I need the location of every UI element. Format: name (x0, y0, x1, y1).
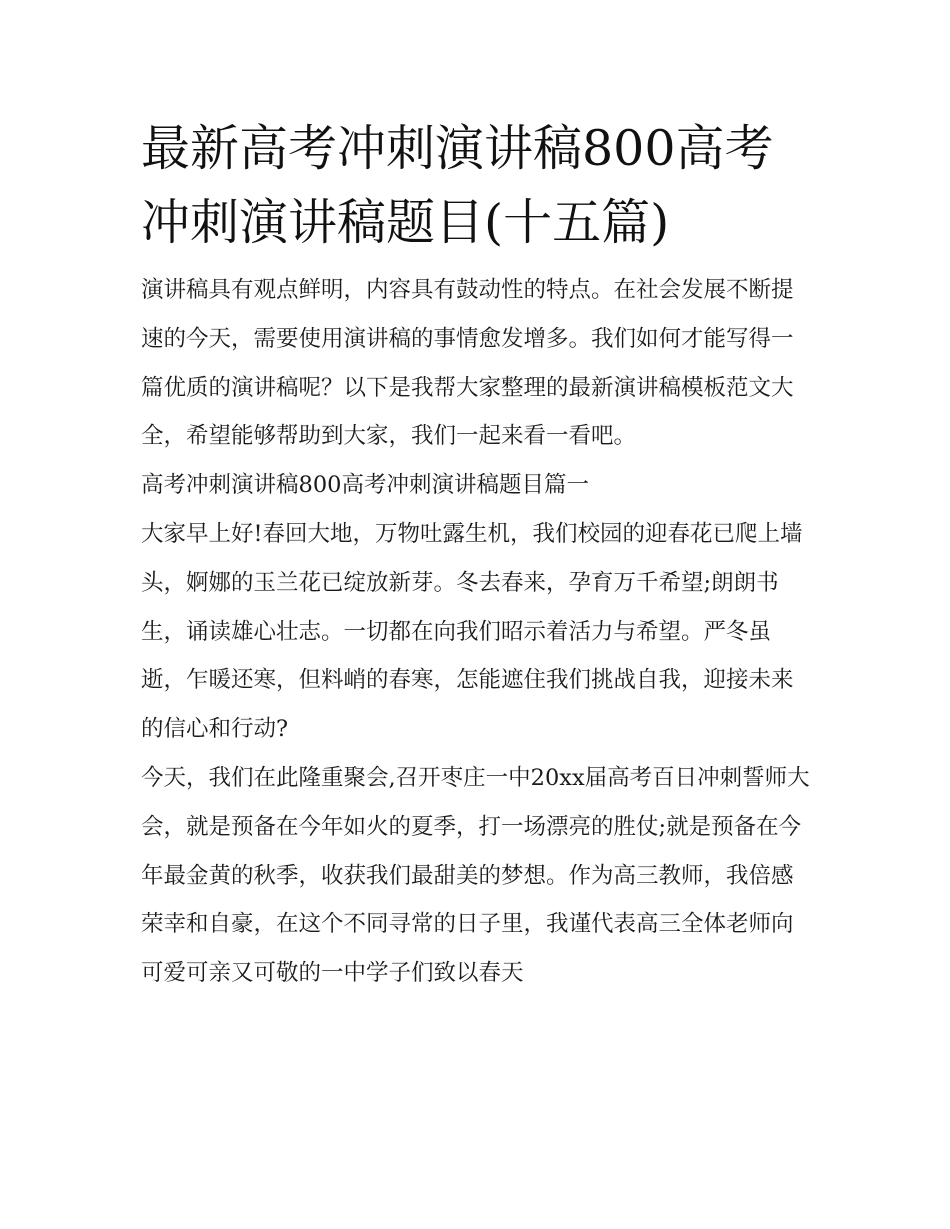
intro-paragraph: 演讲稿具有观点鲜明，内容具有鼓动性的特点。在社会发展不断提速的今天，需要使用演讲稿的事情愈发增多。我们如何才能写得一篇优质的演讲稿呢？以下是我帮大家整理的最新演讲稿模板范文大全，希望能够帮助到大家，我们一起来看一看吧。 (141, 277, 794, 450)
body-paragraph: 大家早上好!春回大地，万物吐露生机，我们校园的迎春花已爬上墙头，婀娜的玉兰花已绽放新芽。冬去春来，孕育万千希望;朗朗书生，诵读雄心壮志。一切都在向我们昭示着活力与希望。严冬虽逝，乍暖还寒，但料峭的春寒，怎能遮住我们挑战自我，迎接未来的信心和行动? (141, 520, 803, 743)
document-title: 最新高考冲刺演讲稿800高考冲刺演讲稿题目(十五篇) (141, 120, 774, 251)
section-heading: 高考冲刺演讲稿800高考冲刺演讲稿题目篇一 (141, 472, 589, 499)
body-paragraph: 今天，我们在此隆重聚会,召开枣庄一中20xx届高考百日冲刺誓师大会，就是预备在今年如火的夏季，打一场漂亮的胜仗;就是预备在今年最金黄的秋季，收获我们最甜美的梦想。作为高三教师，我倍感荣幸和自豪，在这个不同寻常的日子里，我谨代表高三全体老师向可爱可亲又可敬的一中学子们致以春天 (141, 764, 810, 987)
document-body (141, 112, 813, 998)
